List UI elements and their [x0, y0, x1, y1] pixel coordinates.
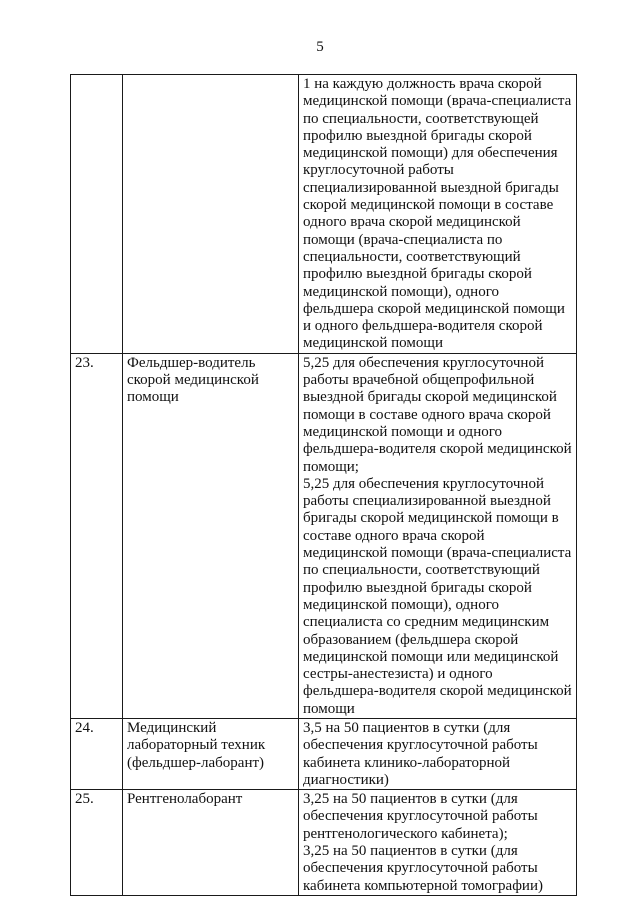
norm-text: 1 на каждую должность врача скорой медицинской помощи (врача-специалиста по специальности, соответствующей профилю выездной бригады скорой медицинской помощи) для обеспечения круглосуточной работы специализированной выездной бригады скорой медицинской помощи в составе одного врача скорой медицинской помощи (врача-специалиста по специальности, соответствующий профилю выездной бригады скорой медицинской помощи), одного фельдшера скорой медицинской помощи и одного фельдшера-водителя скорой медицинской помощи [303, 76, 572, 352]
norm-cell [299, 718, 577, 789]
table-row [71, 790, 577, 896]
position-cell: Рентгенолаборант [123, 790, 299, 896]
row-number-cell [71, 75, 123, 354]
norm-cell [299, 353, 577, 718]
norm-text: 3,25 на 50 пациентов в сутки (для обеспечения круглосуточной работы кабинета компьютерной томографии) [303, 843, 543, 894]
staffing-norms-table [70, 74, 577, 896]
position-cell [123, 75, 299, 354]
position-cell: Медицинский лабораторный техник (фельдшер-лаборант) [123, 718, 299, 789]
table-row [71, 75, 577, 354]
page-number: 5 [316, 39, 324, 55]
row-number-cell: 23. [71, 353, 123, 718]
norm-text: 5,25 для обеспечения круглосуточной работы специализированной выездной бригады скорой медицинской помощи в составе одного врача скорой медицинской помощи (врача-специалиста по специальности, соответствующий профилю выездной бригады скорой медицинской помощи), одного специалиста со средним медицинским образованием (фельдшера скорой медицинской помощи или медицинской сестры-анестезиста) и одного фельдшера-водителя скорой медицинской помощи [303, 475, 572, 717]
norm-text: 3,25 на 50 пациентов в сутки (для обеспечения круглосуточной работы рентгенологического кабинета); [303, 791, 538, 842]
norm-text: 5,25 для обеспечения круглосуточной работы врачебной общепрофильной выездной бригады скорой медицинской помощи в составе одного врача скорой медицинской помощи и одного фельдшера-водителя скорой медицинской помощи; [303, 354, 572, 475]
position-cell: Фельдшер-водитель скорой медицинской помощи [123, 353, 299, 718]
norm-cell [299, 75, 577, 354]
norm-cell [299, 790, 577, 896]
table-row [71, 718, 577, 789]
norm-text: 3,5 на 50 пациентов в сутки (для обеспечения круглосуточной работы кабинета клинико-лабораторной диагностики) [303, 719, 538, 788]
row-number-cell: 25. [71, 790, 123, 896]
table-row [71, 353, 577, 718]
row-number-cell: 24. [71, 718, 123, 789]
